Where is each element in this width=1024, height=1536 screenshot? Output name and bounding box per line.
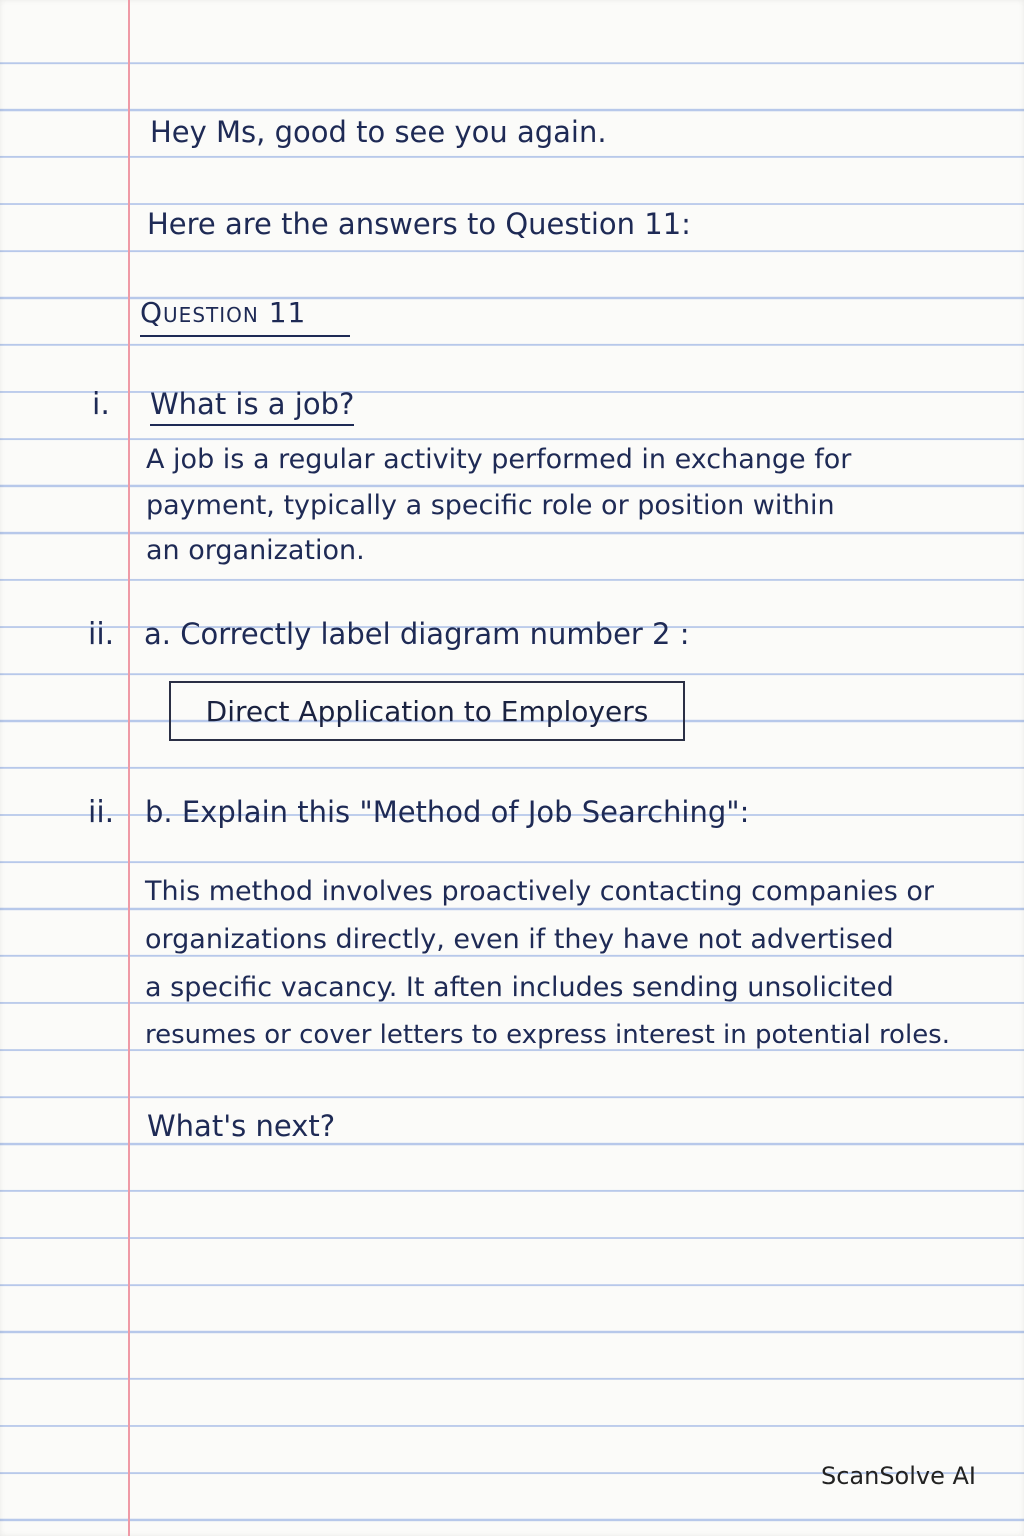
watermark-text: ScanSolve AI: [820, 1462, 976, 1490]
part-i-answer-line-3: an organization.: [146, 535, 365, 566]
part-i-question: [150, 387, 355, 421]
part-i-answer-line-1: A job is a regular activity performed in exchange for: [146, 444, 852, 475]
part-ii-b-answer-line-1: This method involves proactively contacting companies or: [145, 876, 934, 907]
part-ii-b-answer-line-2: organizations directly, even if they have not advertised: [145, 924, 894, 955]
part-ii-b-prompt: b. Explain this "Method of Job Searching":: [145, 795, 750, 829]
part-ii-b-answer-line-4: resumes or cover letters to express interest in potential roles.: [145, 1020, 950, 1050]
part-ii-b-marker: ii.: [88, 795, 115, 830]
part-i-marker: i.: [92, 387, 110, 422]
part-ii-b-answer-line-3: a specific vacancy. It aften includes sending unsolicited: [145, 972, 894, 1003]
part-ii-a-marker: ii.: [88, 617, 115, 652]
diagram-label-text: Direct Application to Employers: [205, 694, 649, 728]
margin-line: [128, 0, 130, 1536]
closing-text: What's next?: [147, 1109, 336, 1143]
greeting-text: Hey Ms, good to see you again.: [150, 115, 607, 149]
part-i-question-text: What is a job?: [150, 387, 354, 426]
part-ii-a-prompt: a. Correctly label diagram number 2 :: [144, 617, 690, 651]
part-i-answer-line-2: payment, typically a specific role or position within: [146, 490, 835, 521]
question-heading: Question 11: [140, 296, 350, 337]
intro-text: Here are the answers to Question 11:: [147, 207, 691, 241]
diagram-label-box: [169, 681, 685, 741]
